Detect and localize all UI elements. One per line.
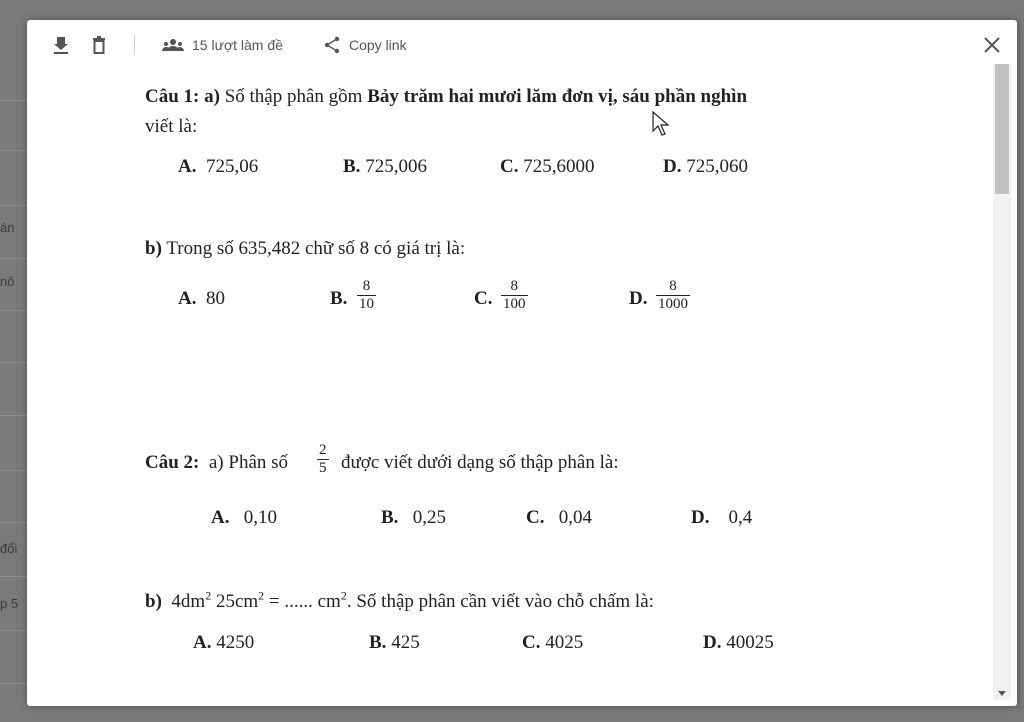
question-1a-line1 (145, 86, 747, 108)
option-letter: B. (343, 156, 361, 177)
fraction-8-10 (357, 278, 376, 313)
option-2b-d (703, 632, 774, 654)
question-1a-bold-text: Bảy trăm hai mươi lăm đơn vị, sáu phần nghìn (367, 86, 748, 107)
document-preview-modal (27, 20, 1017, 706)
option-value: 725,6000 (523, 156, 595, 177)
fraction-numerator: 8 (362, 278, 371, 294)
close-icon[interactable] (981, 34, 1003, 56)
fraction-denominator: 1000 (658, 296, 688, 312)
fraction-numerator: 2 (319, 442, 327, 458)
question-2a-line (145, 452, 288, 474)
option-1b-d (629, 288, 647, 310)
share-icon (323, 36, 341, 54)
fraction-denominator: 100 (503, 296, 526, 312)
copy-link-button[interactable] (323, 36, 407, 54)
bg-divider (0, 522, 30, 523)
question-2a-text: a) Phân số (208, 452, 289, 473)
bg-divider (0, 258, 30, 259)
scroll-thumb[interactable] (995, 64, 1009, 194)
option-value: 725,006 (365, 156, 427, 177)
fraction-denominator: 10 (359, 296, 374, 312)
question-2b-line (145, 588, 654, 613)
users-icon (162, 38, 184, 52)
option-letter: B. (369, 632, 387, 653)
bg-divider (0, 362, 30, 363)
attempts-count (162, 36, 283, 54)
question-1b-line (145, 238, 465, 260)
bg-snippet: nô (0, 274, 15, 289)
question-1-label: Câu 1: (145, 86, 200, 107)
option-2a-c (526, 507, 592, 529)
option-value: 725,06 (205, 156, 259, 177)
bg-divider (0, 415, 30, 416)
option-letter: D. (691, 507, 710, 528)
option-value: 425 (391, 632, 420, 653)
mouse-cursor-icon (652, 111, 670, 137)
option-value: 0,25 (412, 507, 446, 528)
scroll-down-arrow-icon[interactable] (998, 691, 1006, 696)
option-2a-d (691, 507, 752, 529)
modal-toolbar (27, 20, 1017, 70)
option-letter: A. (178, 288, 197, 309)
expr-part: 25cm (215, 591, 259, 612)
option-1b-c (474, 288, 492, 310)
download-icon[interactable] (52, 36, 70, 54)
toolbar-separator (134, 35, 135, 55)
bg-divider (0, 576, 30, 577)
option-letter: A. (211, 507, 230, 528)
option-1a-c (500, 156, 594, 178)
bg-divider (0, 100, 30, 101)
question-2b-text: . Số thập phân cần viết vào chỗ chấm là: (346, 591, 654, 612)
part-b-label: b) (145, 591, 162, 612)
fraction-8-100 (501, 278, 528, 313)
option-letter: C. (522, 632, 541, 653)
option-2a-a (211, 507, 277, 529)
part-a-label: a) (204, 86, 220, 107)
option-letter: A. (193, 632, 212, 653)
option-letter: D. (663, 156, 682, 177)
option-value: 80 (205, 288, 225, 309)
question-1a-line2: viết là: (145, 116, 198, 137)
option-letter: A. (178, 156, 197, 177)
question-2-label: Câu 2: (145, 452, 200, 473)
option-value: 40025 (726, 632, 774, 653)
option-1b-a (178, 288, 225, 310)
fraction-8-1000 (656, 278, 690, 313)
bg-snippet: p 5 (0, 596, 19, 611)
fraction-numerator: 8 (510, 278, 518, 294)
vertical-scrollbar[interactable] (993, 64, 1011, 700)
bg-snippet: án (0, 220, 15, 235)
option-value: 0,04 (558, 507, 592, 528)
bg-divider (0, 150, 30, 151)
option-1b-b (330, 288, 347, 310)
bg-divider (0, 630, 30, 631)
exponent: 2 (205, 588, 212, 603)
option-letter: B. (330, 288, 348, 309)
option-letter: C. (500, 156, 519, 177)
delete-icon[interactable] (90, 36, 108, 54)
option-value: 4250 (216, 632, 255, 653)
bg-divider (0, 205, 30, 206)
exponent: 2 (340, 588, 347, 603)
fraction-numerator: 8 (669, 278, 677, 294)
bg-divider (0, 470, 30, 471)
option-letter: C. (526, 507, 545, 528)
option-value: 0,4 (728, 507, 753, 528)
option-letter: B. (381, 507, 399, 528)
option-value: 725,060 (686, 156, 748, 177)
option-2b-a (193, 632, 254, 654)
option-letter: D. (629, 288, 648, 309)
option-letter: D. (703, 632, 722, 653)
option-1a-b (343, 156, 427, 178)
fraction-2-5 (317, 442, 329, 477)
option-2b-b (369, 632, 420, 654)
bg-divider (0, 683, 30, 684)
option-1a-a (178, 156, 258, 178)
option-letter: C. (474, 288, 493, 309)
part-b-label: b) (145, 238, 162, 259)
option-2a-b (381, 507, 446, 529)
question-1a-text: Số thập phân gồm (224, 86, 368, 107)
option-2b-c (522, 632, 583, 654)
expr-part: 4dm (171, 591, 206, 612)
question-2a-text2: được viết dưới dạng số thập phân là: (341, 452, 619, 473)
expr-part: = ...... cm (264, 591, 341, 612)
fraction-denominator: 5 (319, 460, 327, 476)
bg-divider (0, 310, 30, 311)
question-1b-text: Trong số 635,482 chữ số 8 có giá trị là: (166, 238, 466, 259)
attempts-label: 15 lượt làm đề (192, 37, 283, 53)
option-1a-d (663, 156, 748, 178)
option-value: 0,10 (243, 507, 277, 528)
exponent: 2 (258, 588, 265, 603)
option-value: 4025 (545, 632, 584, 653)
bg-snippet: đổi (0, 541, 18, 556)
copy-link-label: Copy link (349, 37, 407, 53)
